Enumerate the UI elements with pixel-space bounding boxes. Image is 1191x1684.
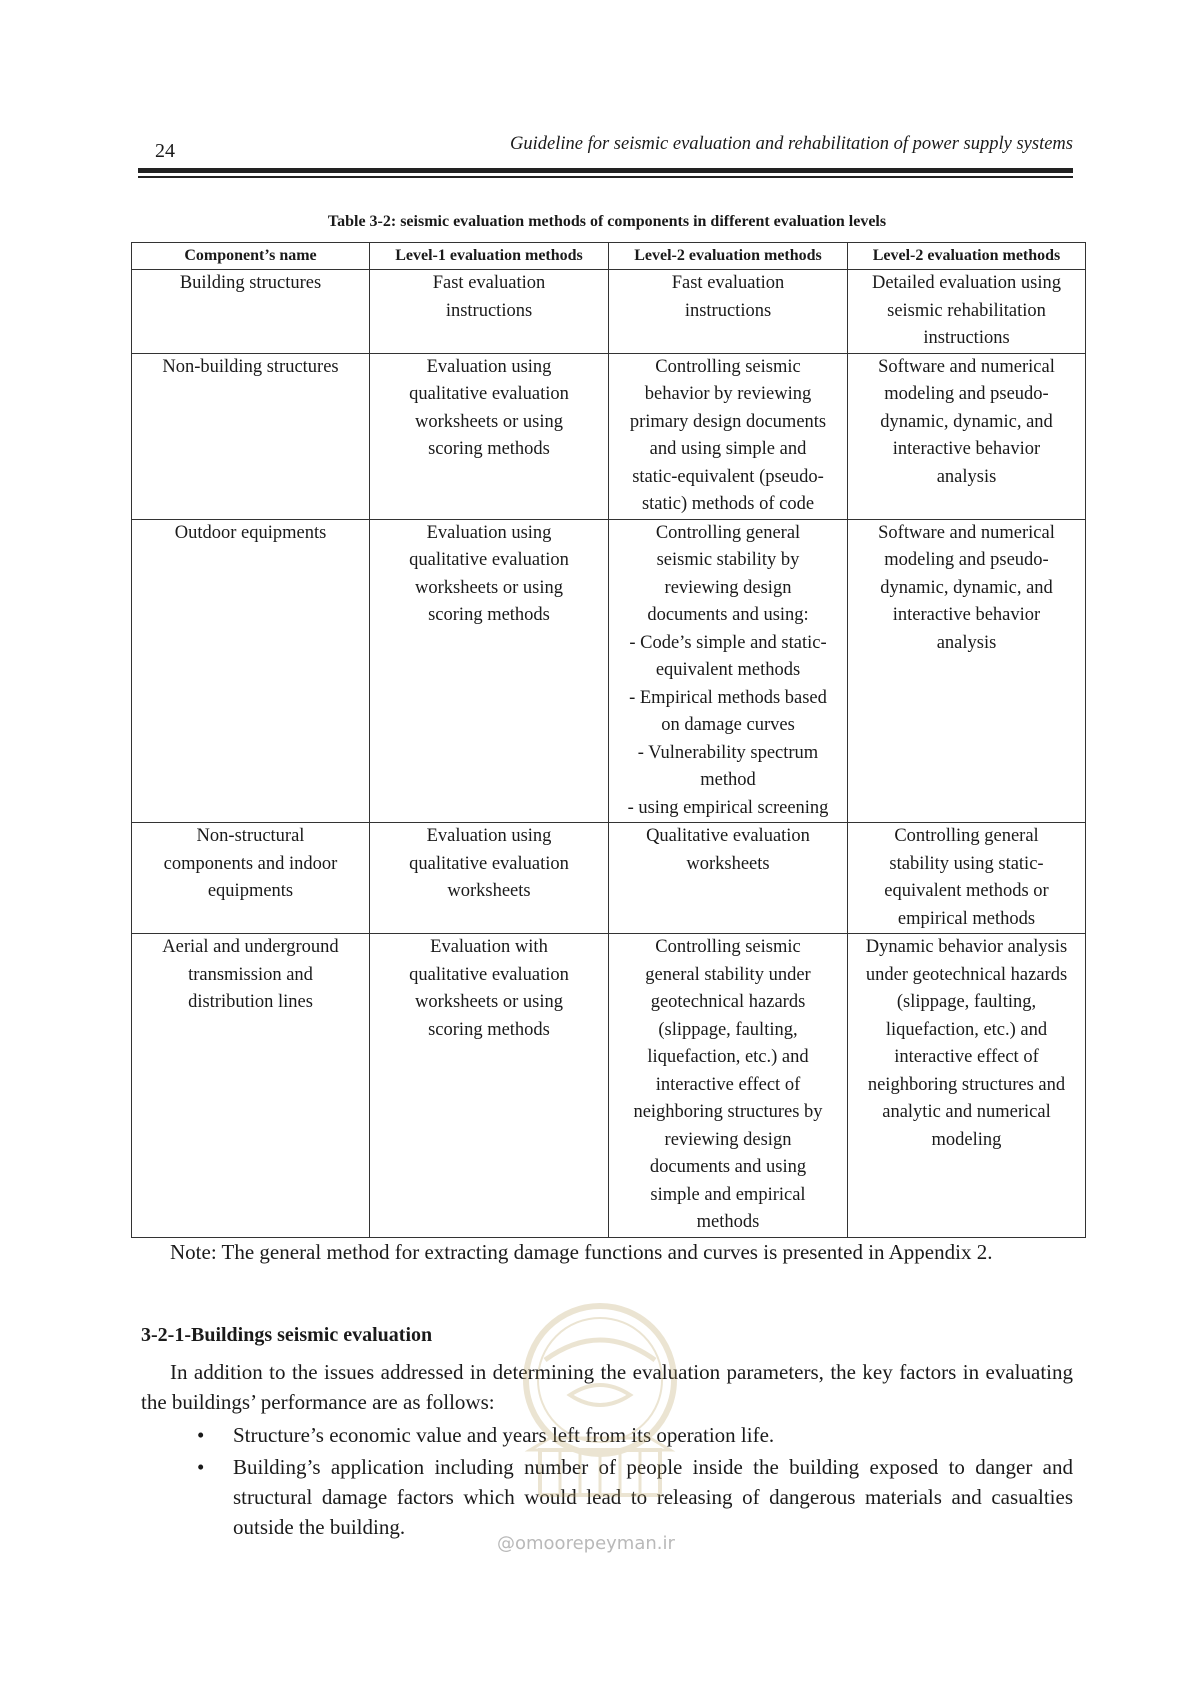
table-cell-level1 (370, 270, 609, 354)
cell-text-line: components and indoor (163, 853, 338, 874)
cell-text-line: (slippage, faulting, (658, 1019, 798, 1040)
table-cell-component (132, 519, 370, 823)
column-header: Level-2 evaluation methods (848, 243, 1086, 270)
cell-text-line: Evaluation using (426, 522, 552, 543)
page-number: 24 (155, 140, 175, 162)
cell-text-line: general stability under (645, 964, 811, 985)
table-cell-level3 (848, 519, 1086, 823)
cell-text-line: neighboring structures by (633, 1102, 823, 1122)
cell-text-line: interactive effect of (655, 1074, 801, 1095)
cell-text-line: Dynamic behavior analysis (865, 937, 1068, 957)
table-cell-level1 (370, 823, 609, 934)
cell-text-line: Software and numerical (878, 522, 1055, 543)
cell-text-line: - Code’s simple and static- (629, 632, 827, 653)
table-caption: Table 3-2: seismic evaluation methods of components in different evaluation levels (327, 213, 887, 230)
bullet-icon: • (197, 1423, 205, 1447)
table-row (132, 934, 1086, 1238)
cell-text-line: dynamic, dynamic, and (880, 411, 1053, 432)
header-rule-thick (138, 168, 1073, 173)
cell-text-line: Controlling seismic (655, 937, 801, 957)
cell-text-line: static) methods of code (641, 494, 815, 514)
cell-text-line: Evaluation using (426, 826, 552, 846)
cell-text-line: transmission and (188, 964, 313, 985)
table-cell-component (132, 823, 370, 934)
cell-text-line: modeling and pseudo- (884, 550, 1049, 570)
cell-text-line: equivalent methods (655, 660, 801, 680)
cell-text-line: Non-structural (196, 826, 305, 846)
table-cell-level2 (609, 270, 848, 354)
cell-text-line: Aerial and underground (162, 937, 339, 957)
cell-text-line: liquefaction, etc.) and (885, 1019, 1048, 1040)
cell-text-line: primary design documents (629, 411, 827, 432)
table-row (132, 353, 1086, 519)
cell-text-line: behavior by reviewing (644, 384, 812, 404)
cell-text-line: interactive effect of (894, 1047, 1039, 1067)
cell-text-line: worksheets (447, 881, 531, 901)
column-header: Level-2 evaluation methods (609, 243, 848, 270)
cell-text-line: qualitative evaluation (409, 853, 569, 874)
cell-text-line: worksheets (686, 853, 770, 874)
cell-text-line: qualitative evaluation (409, 550, 569, 570)
header-rule-thin (138, 176, 1073, 178)
cell-text-line: Fast evaluation (671, 273, 785, 293)
cell-text-line: Detailed evaluation using (871, 273, 1062, 293)
section-heading: 3-2-1-Buildings seismic evaluation (141, 1324, 433, 1346)
cell-text-line: and using simple and (649, 439, 807, 459)
cell-text-line: qualitative evaluation (409, 384, 569, 404)
cell-text-line: qualitative evaluation (409, 964, 569, 985)
cell-text-line: methods (696, 1212, 760, 1232)
cell-text-line: equipments (207, 881, 294, 901)
table-cell-level1 (370, 934, 609, 1238)
table-cell-level1 (370, 519, 609, 823)
cell-text-line: distribution lines (188, 992, 313, 1012)
table-cell-component (132, 270, 370, 354)
cell-text-line: modeling (931, 1129, 1002, 1150)
cell-text-line: worksheets or using (415, 411, 563, 432)
cell-text-line: scoring methods (428, 439, 550, 459)
running-header-title: Guideline for seismic evaluation and rehabilitation of power supply systems (510, 134, 1073, 154)
cell-text-line: interactive behavior (892, 439, 1041, 459)
cell-text-line: - Empirical methods based (629, 687, 827, 708)
cell-text-line: geotechnical hazards (650, 992, 806, 1012)
cell-text-line: dynamic, dynamic, and (880, 577, 1053, 598)
table-row (132, 519, 1086, 823)
table-cell-level3 (848, 270, 1086, 354)
cell-text-line: Evaluation with (430, 937, 548, 957)
cell-text-line: Outdoor equipments (174, 522, 327, 543)
table-header-row (132, 243, 1086, 270)
cell-text-line: reviewing design (664, 1129, 792, 1150)
table-cell-level2 (609, 353, 848, 519)
cell-text-line: Non-building structures (162, 356, 339, 377)
table-cell-level2 (609, 519, 848, 823)
cell-text-line: instructions (923, 328, 1010, 348)
table-note: Note: The general method for extracting damage functions and curves is presented in Appendix 2. (170, 1240, 993, 1264)
cell-text-line: scoring methods (428, 605, 550, 625)
cell-text-line: Controlling general (894, 826, 1039, 846)
cell-text-line: Qualitative evaluation (646, 826, 810, 846)
cell-text-line: - using empirical screening (627, 797, 829, 818)
bullet-icon: • (197, 1455, 205, 1479)
cell-text-line: Evaluation using (426, 356, 552, 377)
cell-text-line: Controlling seismic (655, 356, 801, 377)
table-row (132, 823, 1086, 934)
cell-text-line: scoring methods (428, 1019, 550, 1040)
list-item-text: Structure’s economic value and years left from its operation life. (233, 1423, 775, 1447)
cell-text-line: Software and numerical (878, 356, 1055, 377)
table-cell-component (132, 934, 370, 1238)
cell-text-line: interactive behavior (892, 605, 1041, 625)
cell-text-line: (slippage, faulting, (896, 992, 1037, 1012)
cell-text-line: empirical methods (897, 908, 1036, 929)
cell-text-line: Fast evaluation (432, 273, 546, 293)
table-cell-level3 (848, 823, 1086, 934)
cell-text-line: analysis (936, 632, 997, 653)
list-item-text: Building’s application including number of people inside the building exposed to danger and structural damage factors which would lead to releasing of dangerous materials and casualties outside the building. (233, 1455, 1073, 1539)
table-row (132, 270, 1086, 354)
cell-text-line: documents and using (649, 1157, 807, 1177)
cell-text-line: static-equivalent (pseudo- (632, 466, 824, 487)
cell-text-line: liquefaction, etc.) and (647, 1047, 809, 1067)
cell-text-line: equivalent methods or (884, 881, 1049, 901)
table-cell-component (132, 353, 370, 519)
cell-text-line: Controlling general (655, 522, 801, 543)
column-header: Component’s name (132, 243, 370, 270)
cell-text-line: instructions (684, 300, 772, 321)
cell-text-line: seismic rehabilitation (887, 300, 1046, 321)
cell-text-line: neighboring structures and (867, 1074, 1066, 1095)
cell-text-line: worksheets or using (415, 577, 563, 598)
cell-text-line: reviewing design (664, 577, 792, 598)
section-paragraph: In addition to the issues addressed in determining the evaluation parameters, the key factors in evaluating the buildings’ performance are as follows: (141, 1360, 1073, 1414)
column-header: Level-1 evaluation methods (370, 243, 609, 270)
cell-text-line: simple and empirical (650, 1184, 806, 1205)
cell-text-line: seismic stability by (656, 550, 800, 570)
cell-text-line: analysis (936, 466, 997, 487)
cell-text-line: stability using static- (889, 853, 1044, 874)
cell-text-line: modeling and pseudo- (884, 384, 1049, 404)
cell-text-line: under geotechnical hazards (865, 964, 1068, 985)
table-cell-level2 (609, 823, 848, 934)
watermark-text: @omoorepeyman.ir (497, 1533, 675, 1554)
table-cell-level2 (609, 934, 848, 1238)
cell-text-line: Building structures (179, 273, 322, 293)
evaluation-methods-table (131, 242, 1086, 1238)
cell-text-line: method (700, 770, 756, 790)
cell-text-line: analytic and numerical (882, 1102, 1051, 1122)
cell-text-line: documents and using: (647, 605, 809, 625)
cell-text-line: on damage curves (661, 715, 795, 735)
cell-text-line: instructions (445, 300, 533, 321)
cell-text-line: - Vulnerability spectrum (637, 742, 819, 763)
table-cell-level3 (848, 353, 1086, 519)
watermark-logo-icon (500, 1300, 700, 1515)
cell-text-line: worksheets or using (415, 992, 563, 1012)
table-cell-level3 (848, 934, 1086, 1238)
table-cell-level1 (370, 353, 609, 519)
